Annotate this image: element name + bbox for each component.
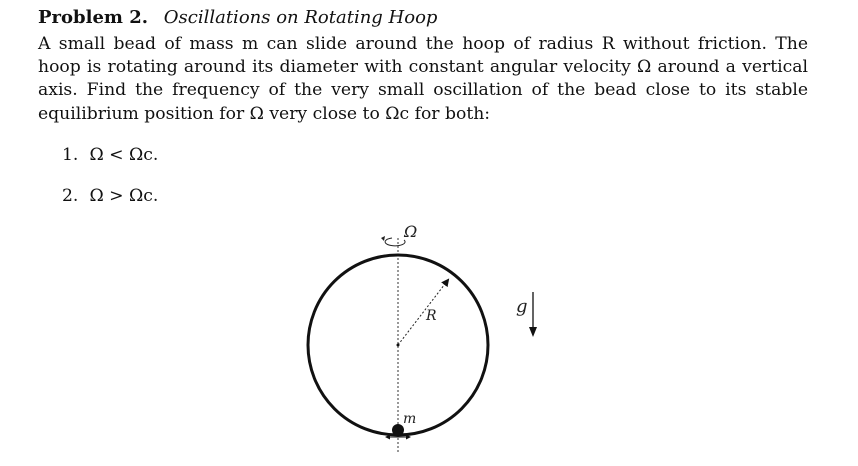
omega-label: Ω — [404, 222, 418, 241]
hoop-center — [397, 344, 400, 347]
gravity-label: g — [516, 296, 528, 317]
gravity-arrow-icon — [529, 292, 537, 337]
radius-label: R — [426, 308, 437, 324]
rotation-arrow-icon — [381, 236, 405, 246]
condition-number: 1. — [62, 145, 79, 165]
mass-label: m — [403, 411, 417, 427]
radius-arrow — [398, 280, 448, 345]
condition-text: Ω < Ωc. — [89, 145, 159, 165]
condition-text: Ω > Ωc. — [89, 186, 159, 206]
problem-statement: A small bead of mass m can slide around the hoop of radius R without friction. The hoop is rotating around its diameter with constant angular velocity Ω around a vertical axis. Find the frequency of the very small oscillation of the bead close to its stable equilibrium position for Ω very close to Ωc for both: — [38, 34, 808, 124]
condition-number: 2. — [62, 186, 79, 206]
problem-label: Problem 2. — [38, 7, 149, 28]
problem-title: Oscillations on Rotating Hoop — [163, 7, 438, 28]
